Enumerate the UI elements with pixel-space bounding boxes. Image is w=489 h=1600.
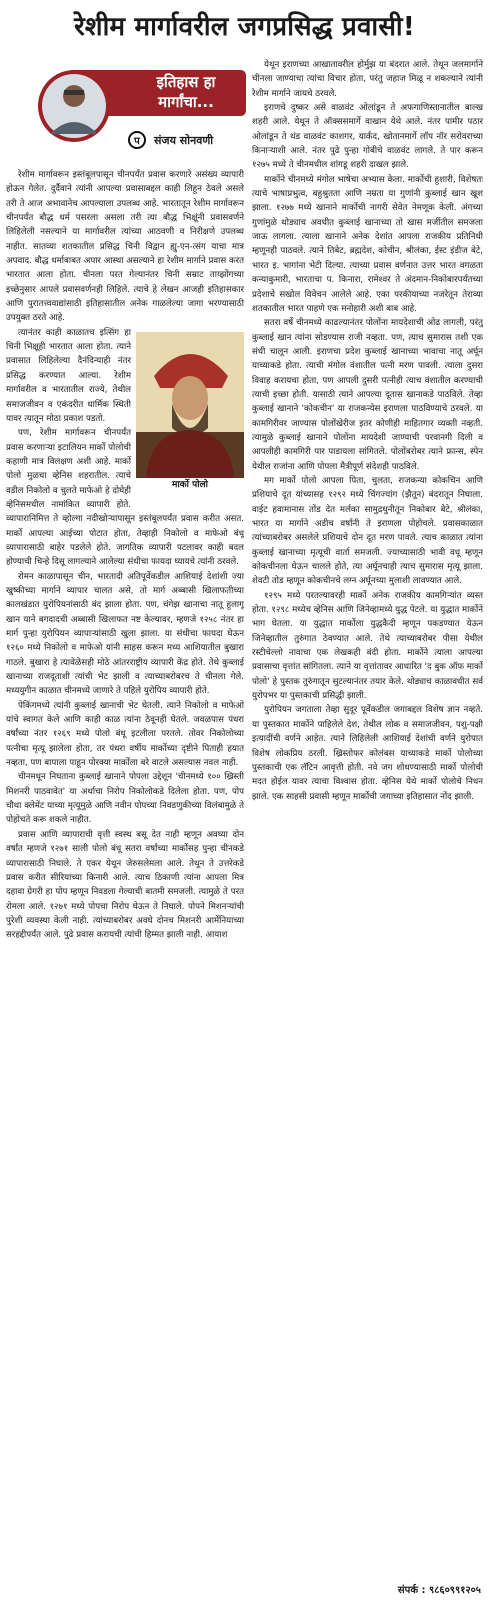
article-paragraph: रोमन काळापासून चीन, भारतादी अतिपूर्वेकडील आशियाई देशांशी ज्या खुष्कीच्या मार्गाने व्यापार चालत असे, तो मार्ग अब्बासी खिलाफतीच्या कालखंडात युरोपियनांसाठी बंद झाला होता. पण, चंगेझ खानाचा नातू हुलागू खान याने बगदादची अब्बासी खिलाफत नष्ट केल्यावर, म्हणजे १२५८ नंतर हा मार्ग पुन्हा युरोपियन व्यापाऱ्यांसाठी खुला झाला. या संधीचा फायदा घेऊन १२६० मध्ये निकोलो व माफेओ यांनी साहस करून मध्य आशियातील बुखारा गाठले. बुखारा हे त्यावेळेसही मोठे आंतरराष्ट्रीय व्यापारी केंद्र होते. तेथे कुब्लाई खानाच्या राजदूताशी त्यांची भेट झाली व त्याच्याबरोबरच ते चीनला गेले. मध्ययुगीन काळात चीनमध्ये जाणारे ते पहिले युरोपिय व्यापारी होते. [6,571,244,697]
marco-polo-figure [136,332,244,496]
article-paragraph: मार्कोने चीनमध्ये मंगोल भाषेचा अभ्यास केला. मार्कोची हुशारी, विशेषतः त्याचे भाषाप्रभुत्व, बहुश्रुतता आणि नम्रता या गुणांनी कुब्लाई खान खूश झाला. १२७७ मध्ये खानाने मार्कोची नागरी सेवेत नेमणूक केली. अंगच्या गुणांमुळे थोड्याच अवधीत कुब्लाई खानाच्या तो खास मर्जीतील समजला जाऊ लागला. त्याला खानाने अनेक देशांत आपला राजकीय प्रतिनिधी म्हणूनही पाठवले. त्याने तिबेट, ब्रह्मदेश, कोचीन, श्रीलंका, ईस्ट इंडीज बेटे, भारत इ. भागांना भेटी दिल्या. त्याच्या प्रवास वर्णनात उत्तर भारत वगळता कन्याकुमारी, भारताचा प. किनारा, रामेश्वर ते अंदमान-निकोबारपर्यंतच्या प्रदेशाचे सखोल विवेचन आलेले आहे. एका परकीयाच्या नजरेतून तेराव्या शतकातील भारत पाहणे एक मनोहारी अशी बाब आहे. [252,174,483,314]
article-paragraph: इराणचे दुष्कर असे वाळवंट ओलांडून ते अफगाणिस्तानातील बाल्ख शहरी आले. येथून ते ऑक्ससमार्गे वाखान येथे आले. नंतर पामीर पठार ओलांडून ते थंड वाळवंट काशगर, यार्कंद, खोतानमार्गे लॉप नॉर सरोवराच्या किनाऱ्याशी आले. नंतर पुढे पुन्हा गोबीचे वाळवंट लागले. ते पार करून १२७५ मध्ये ते चीनमधील शांगडू शहरी दाखल झाले. [252,103,483,171]
article-paragraph: युरोपियन जगताला तेव्हा सुदूर पूर्वेकडील जगाबद्दल विशेष ज्ञान नव्हते. या पुस्तकात मार्कोने पाहिलेले देश, तेथील लोक व समाजजीवन, पशु-पक्षी इत्यादींची वर्णने आहेत. त्याने लिहिलेली आशियाई देशांची वर्णने युरोपात विशेष लोकप्रिय ठरली. ख्रिस्तोफर कोलंबस याच्याकडे मार्को पोलोच्या पुस्तकाची एक लॅटिन आवृत्ती होती. नवे जग शोधण्यासाठी मार्को पोलोची मदत होईल यावर त्याचा विश्वास होता. व्हेनिस येथे मार्को पोलोचे निधन झाले. एक साहसी प्रवासी म्हणून मार्कोची जगाच्या इतिहासात नोंद झाली. [252,705,483,802]
article-paragraph: पेकिंगमध्ये त्यांनी कुब्लाई खानाची भेट घेतली. त्याने निकोलो व माफेओ यांचे स्वागत केले आणि काही काळ त्यांना ठेवूनही घेतले. जवळपास पंधरा वर्षांच्या नंतर १२६९ मध्ये पोलो बंधू इटलीला परतले. तोवर निकोलोच्या पत्नीचा मृत्यू झालेला होता, तर पंधरा वर्षीय मार्कोच्या दृष्टीने पिताही हयात नव्हता, पण बापाला पाहून पोरक्या मार्कोला बरे वाटले असल्यास नवल नाही. [6,700,244,769]
marco-polo-portrait-image [136,332,244,478]
article-paragraph: सतरा वर्षे चीनमध्ये काढल्यानंतर पोलोंना मायदेशाची ओढ लागली, परंतु कुब्लाई खान त्यांना सोडण्यास राजी नव्हता. पण, त्याच सुमारास तशी एक संधी चालून आली. इराणचा प्रदेश कुब्लाई खानाच्या भावाचा नातू अर्घून याच्याकडे होता. त्याची मंगोल वंशातील पत्नी मरण पावली. त्याला दुसरा विवाह करायचा होता, पण आपली दुसरी पत्नीही त्याच वंशातील करण्याची त्याची इच्छा होती. यासाठी त्याने आपल्या दूतास खानाकडे पाठविले. तेव्हा कुब्लाई खानाने 'कोकचीन' या राजकन्येस इराणला पाठविण्याचे ठरवले. या कामगिरीवर जाण्यास पोलोंखेरीज इतर कोणीही माहितगार व्यक्ती नव्हती. त्यामुळे कुब्लाई खानाने पोलोंना मायदेशी जाण्याची परवानगी दिली व आपलीही कामगिरी पार पाडायला सांगितले. पोलोंबरोबर त्याने फ्रान्स, स्पेन येथील राजांना आणि पोपला मैत्रीपूर्ण संदेशही पाठविले. [252,318,483,472]
article-column-right [252,58,483,1578]
article-paragraph: १२९५ मध्ये परतल्यावरही मार्को अनेक राजकीय कामगिऱ्यांत व्यस्त होता. १२९८ मध्येच व्हेनिस आणि जिनेव्हामध्ये युद्ध पेटले. या युद्धात मार्कोने भाग घेतला. या युद्धात मार्कोला युद्धकैदी म्हणून पकडण्यात येऊन जिनेव्हातील तुरुंगात ठेवण्यात आले. तेथे त्याच्याबरोबर पीसा येथील रस्टीचेल्लो नावाचा एक लेखकही बंदी होता. मार्कोने त्याला आपल्या प्रवासाचा वृत्तांत सांगितला. त्याने या वृत्तांतावर आधारित 'द बुक ऑफ मार्को पोलो' हे पुस्तक तुरुंगातून सुटल्यानंतर तयार केले. थोड्याच काळावधीत सर्व युरोपभर या पुस्तकाची प्रसिद्धी झाली. [252,590,483,702]
article-paragraph: येथून इराणच्या आखातावरील होर्मुझ या बंदरात आले. तेथून जलमार्गाने चीनला जाण्याचा त्यांचा विचार होता, परंतु जहाज मिळू न शकल्याने त्यांनी रेशीम मार्गाने जायचे ठरवले. [252,60,483,99]
article-paragraph: पण, रेशीम मार्गावरून चीनपर्यंत प्रवास करणाऱ्या इटालियन मार्को पोलोची कहाणी मात्र विलक्षण अशी आहे. मार्को पोलो मुळचा व्हेनिस शहरातील. त्याचे वडील निकोलो व चुलते माफेओ हे दोघेही व्हेनिसमधील नामांकित व्यापारी होते. व्यापारानिमित्त ते व्होल्गा नदीखोऱ्यापासून इस्तंबूलपर्यंत प्रवास करीत असत. मार्को आपल्या आईच्या पोटात होता, तेव्हाही निकोलो व माफेओ बंधू व्यापारासाठी बाहेर पडलेले होते. जागतिक व्यापारी पटलावर काही बदल होण्याची चिन्हे दिसू लागल्याने आलेल्या संधीचा फायदा घ्यायचे त्यांनी ठरवले. [6,428,244,568]
article-paragraph: रेशीम मार्गावरून इस्तंबूलपासून चीनपर्यंत प्रवास करणारे असंख्य व्यापारी होऊन गेलेत. दुर्दैवाने त्यांनी आपल्या प्रवासाबद्दल काही लिहून ठेवले असले तरी ते आज अभावानेच आपल्याला उपलब्ध आहे. भारतातून रेशीम मार्गावरून चीनपर्यंत बौद्ध धर्म पसरला असला तरी त्या बौद्ध भिक्षूंनी प्रवासवर्णने लिहिलेली नसल्याने या मार्गावरील त्यांच्या आठवणी व निरीक्षणे उपलब्ध नाहीत. सातव्या शतकातील प्रसिद्ध चिनी विद्वान ह्यु-एन-त्संग याचा मात्र अपवाद. बौद्ध धर्माबाबत अपार आस्था असल्याने हा रेशीम मार्गाने प्रवास करत भारतात आला होता. चीनला परत गेल्यानंतर चिनी सम्राट ताय्झोंगच्या इच्छेनुसार आपले प्रवासवर्णनही लिहिले. त्याचे हे लेखन आजही इतिहासकार आणि पुरातत्त्ववाद्यांसाठी इतिहासातील अनेक गाळलेल्या जागा भरण्यासाठी उपयुक्त ठरते आहे. [6,170,244,324]
author-byline [128,128,248,152]
article-paragraph: मग मार्को पोलो आपला पिता, चुलता, राजकन्या कोकचिन आणि प्रशियाचे दूत यांच्यासह १२९२ मध्ये चिंगज्यांग (झैतून) बंदरातून निघाला. वाईट हवामानास तोंड देत मर्लका सामुद्रधुनीतून निकोबार बेटे, श्रीलंका, भारत या मार्गाने अडीच वर्षांनी ते इराणला पोहोचले. प्रवासकाळात त्यांच्याबरोबर असलेले प्रशियाचे दोन दूत मरण पावले. त्याच काळात त्यांना कुब्लाई खानाच्या मृत्यूची वार्ता समजली. ज्याच्यासाठी भावी वधू म्हणून कोकचीनला घेऊन चालले होते, त्या अर्घूनचाही त्याच सुमारास मृत्यू झाला. शेवटी तोड म्हणून कोकचीनचे लग्न अर्घूनच्या मुलाशी लावण्यात आले. [252,475,483,587]
column-title: इतिहास हा मार्गांचा... [156,73,216,111]
article-paragraph: त्यानंतर काही काळातच इत्सिंग हा चिनी भिक्षूही भारतात आला होता. त्याने प्रवासात लिहिलेल्या दैनंदिन्याही नंतर प्रसिद्ध करण्यात आल्या. रेशीम मार्गावरील व भारतातील राज्ये, तेथील समाजजीवन व एकंदरीत धार्मिक स्थिती यावर त्यातून मोठा प्रकाश पडतो. [6,327,131,424]
article-paragraph: प्रवास आणि व्यापाराची वृत्ती स्वस्थ बसू देत नाही म्हणून अवघ्या दोन वर्षांत म्हणजे १२७१ साली पोलो बंधू सतरा वर्षांच्या मार्कोसह पुन्हा चीनकडे व्यापारासाठी निघाले. ते एकर येथून जेरुसलेमला आले. तेथून ते उत्तरेकडे प्रवास करीत सीरियाच्या किनारी आले. त्याच ठिकाणी त्यांना आपला मित्र दहावा ग्रेगरी हा पोप म्हणून निवडला गेल्याची बातमी समजली. त्यामुळे ते परत रोमला आले. १२७१ मध्ये पोपचा निरोप घेऊन ते निघाले. पोपने मिशनऱ्यांची पुरेशी व्यवस्था केली नाही. त्यांच्याबरोबर अवघे दोनच मिशनरी आर्मेनियाच्या सरहद्दीपर्यंत आले. पुढे प्रवास करायची त्यांची हिम्मत झाली नाही. आयाश [6,829,244,941]
image-caption: मार्को पोलो [172,479,208,490]
column-badge [36,66,248,162]
article-column-left [6,168,244,1582]
author-logo-icon: प [128,131,146,149]
article-headline: रेशीम मार्गावरील जगप्रसिद्ध प्रवासी! [74,12,415,42]
author-contact: संपर्क : ९८६०९९१२०५ [397,1585,481,1596]
article-paragraph: चीनमधून निघताना कुब्लाई खानाने पोपला उद्देशून 'चीनमध्ये १०० ख्रिस्ती मिशनरी पाठवावेत' या अर्थाचा निरोप निकोलोकडे दिलेला होता. पण, पोप चौथा क्लेमेंट याच्या मृत्यूमुळे आणि नवीन पोपच्या निवडणुकीच्या विलंबामुळे ते पोहोचते करू शकले नाहीत. [6,772,244,826]
author-name: संजय सोनवणी [154,133,214,147]
